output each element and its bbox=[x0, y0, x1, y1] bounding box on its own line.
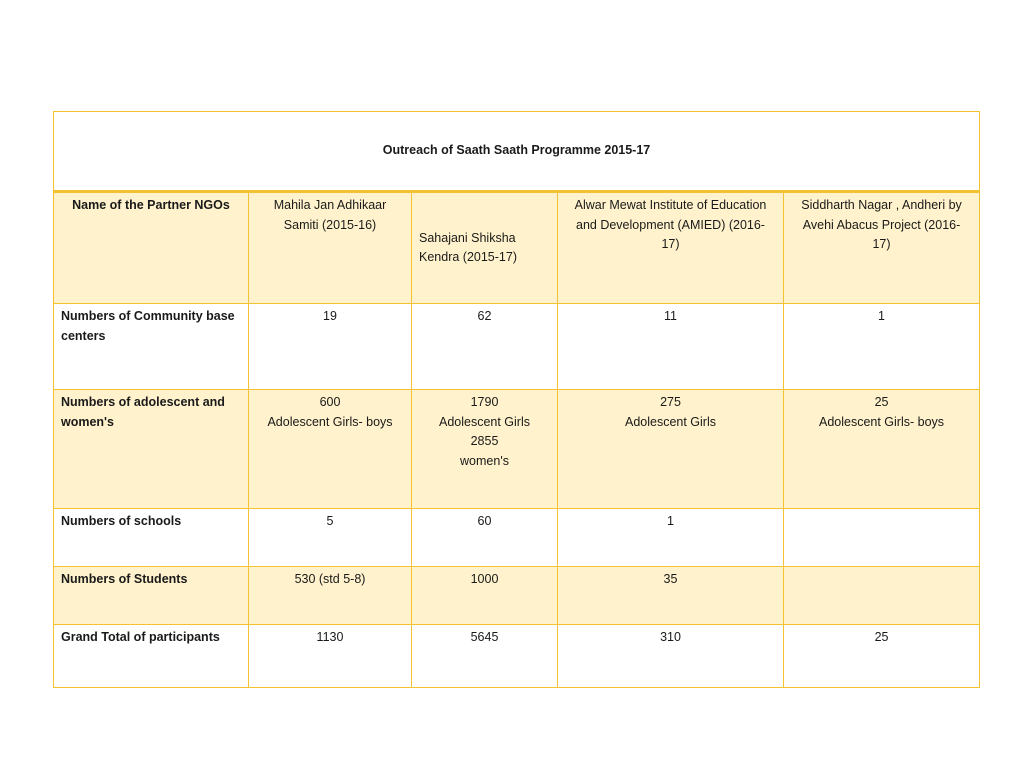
row-label: Numbers of Students bbox=[54, 567, 249, 625]
label-line: centers bbox=[61, 328, 106, 343]
table-cell: 5645 bbox=[412, 625, 558, 688]
table-cell: 1 bbox=[558, 509, 784, 567]
ngo-line: Sahajani Shiksha bbox=[419, 230, 516, 245]
table-cell: 62 bbox=[412, 304, 558, 390]
row-label: Grand Total of participants bbox=[54, 625, 249, 688]
row-label bbox=[54, 304, 249, 390]
cell-line: women's bbox=[460, 453, 509, 468]
row-label bbox=[54, 390, 249, 509]
table-cell: 35 bbox=[558, 567, 784, 625]
table-cell: 19 bbox=[249, 304, 412, 390]
ngo-cell bbox=[412, 192, 558, 304]
ngo-cell bbox=[784, 192, 980, 304]
cell-line: Adolescent Girls bbox=[624, 414, 716, 429]
ngo-line: and Development (AMIED) (2016- bbox=[576, 217, 765, 232]
table-cell: 60 bbox=[412, 509, 558, 567]
cell-line: Adolescent Girls- boys bbox=[818, 414, 945, 429]
header-label: Name of the Partner NGOs bbox=[54, 192, 249, 304]
cell-line: 275 bbox=[660, 395, 681, 409]
table-cell: 5 bbox=[249, 509, 412, 567]
table-cell: 310 bbox=[558, 625, 784, 688]
table-cell: 1000 bbox=[412, 567, 558, 625]
table-cell: 1130 bbox=[249, 625, 412, 688]
table-cell bbox=[784, 509, 980, 567]
label-line: Numbers of Community base bbox=[61, 309, 235, 323]
table-cell: 11 bbox=[558, 304, 784, 390]
cell-line: 25 bbox=[874, 395, 889, 409]
cell-line: 1790 bbox=[470, 395, 499, 409]
table-cell: 25 bbox=[784, 625, 980, 688]
table-cell bbox=[784, 390, 980, 509]
ngo-line: 17) bbox=[872, 237, 891, 251]
ngo-cell bbox=[249, 192, 412, 304]
table-cell: 530 (std 5-8) bbox=[249, 567, 412, 625]
table-row-schools bbox=[54, 509, 980, 567]
ngo-line: Mahila Jan Adhikaar bbox=[273, 198, 387, 212]
title-row bbox=[54, 112, 980, 192]
label-line: women's bbox=[61, 414, 114, 429]
table-cell bbox=[412, 390, 558, 509]
label-line: Numbers of adolescent and bbox=[61, 395, 225, 409]
ngo-line: Siddharth Nagar , Andheri by bbox=[801, 198, 962, 212]
table-row-adolescent bbox=[54, 390, 980, 509]
ngo-line: Samiti (2015-16) bbox=[283, 217, 377, 232]
cell-line: 2855 bbox=[470, 434, 499, 448]
table-row-community bbox=[54, 304, 980, 390]
row-label: Numbers of schools bbox=[54, 509, 249, 567]
table-row-students bbox=[54, 567, 980, 625]
ngo-line: Alwar Mewat Institute of Education bbox=[574, 198, 767, 212]
ngo-cell bbox=[558, 192, 784, 304]
ngo-line: Kendra (2015-17) bbox=[419, 250, 517, 264]
table-row-header bbox=[54, 192, 980, 304]
table-cell bbox=[249, 390, 412, 509]
ngo-line: 17) bbox=[661, 237, 680, 251]
table-cell: 1 bbox=[784, 304, 980, 390]
outreach-table bbox=[53, 111, 980, 688]
table-row-total bbox=[54, 625, 980, 688]
ngo-line: Avehi Abacus Project (2016- bbox=[802, 217, 961, 232]
table-title: Outreach of Saath Saath Programme 2015-17 bbox=[54, 112, 980, 192]
cell-line: Adolescent Girls- boys bbox=[267, 414, 393, 429]
table-cell bbox=[558, 390, 784, 509]
cell-line: 600 bbox=[319, 395, 341, 409]
cell-line: Adolescent Girls bbox=[438, 414, 530, 429]
table-cell bbox=[784, 567, 980, 625]
